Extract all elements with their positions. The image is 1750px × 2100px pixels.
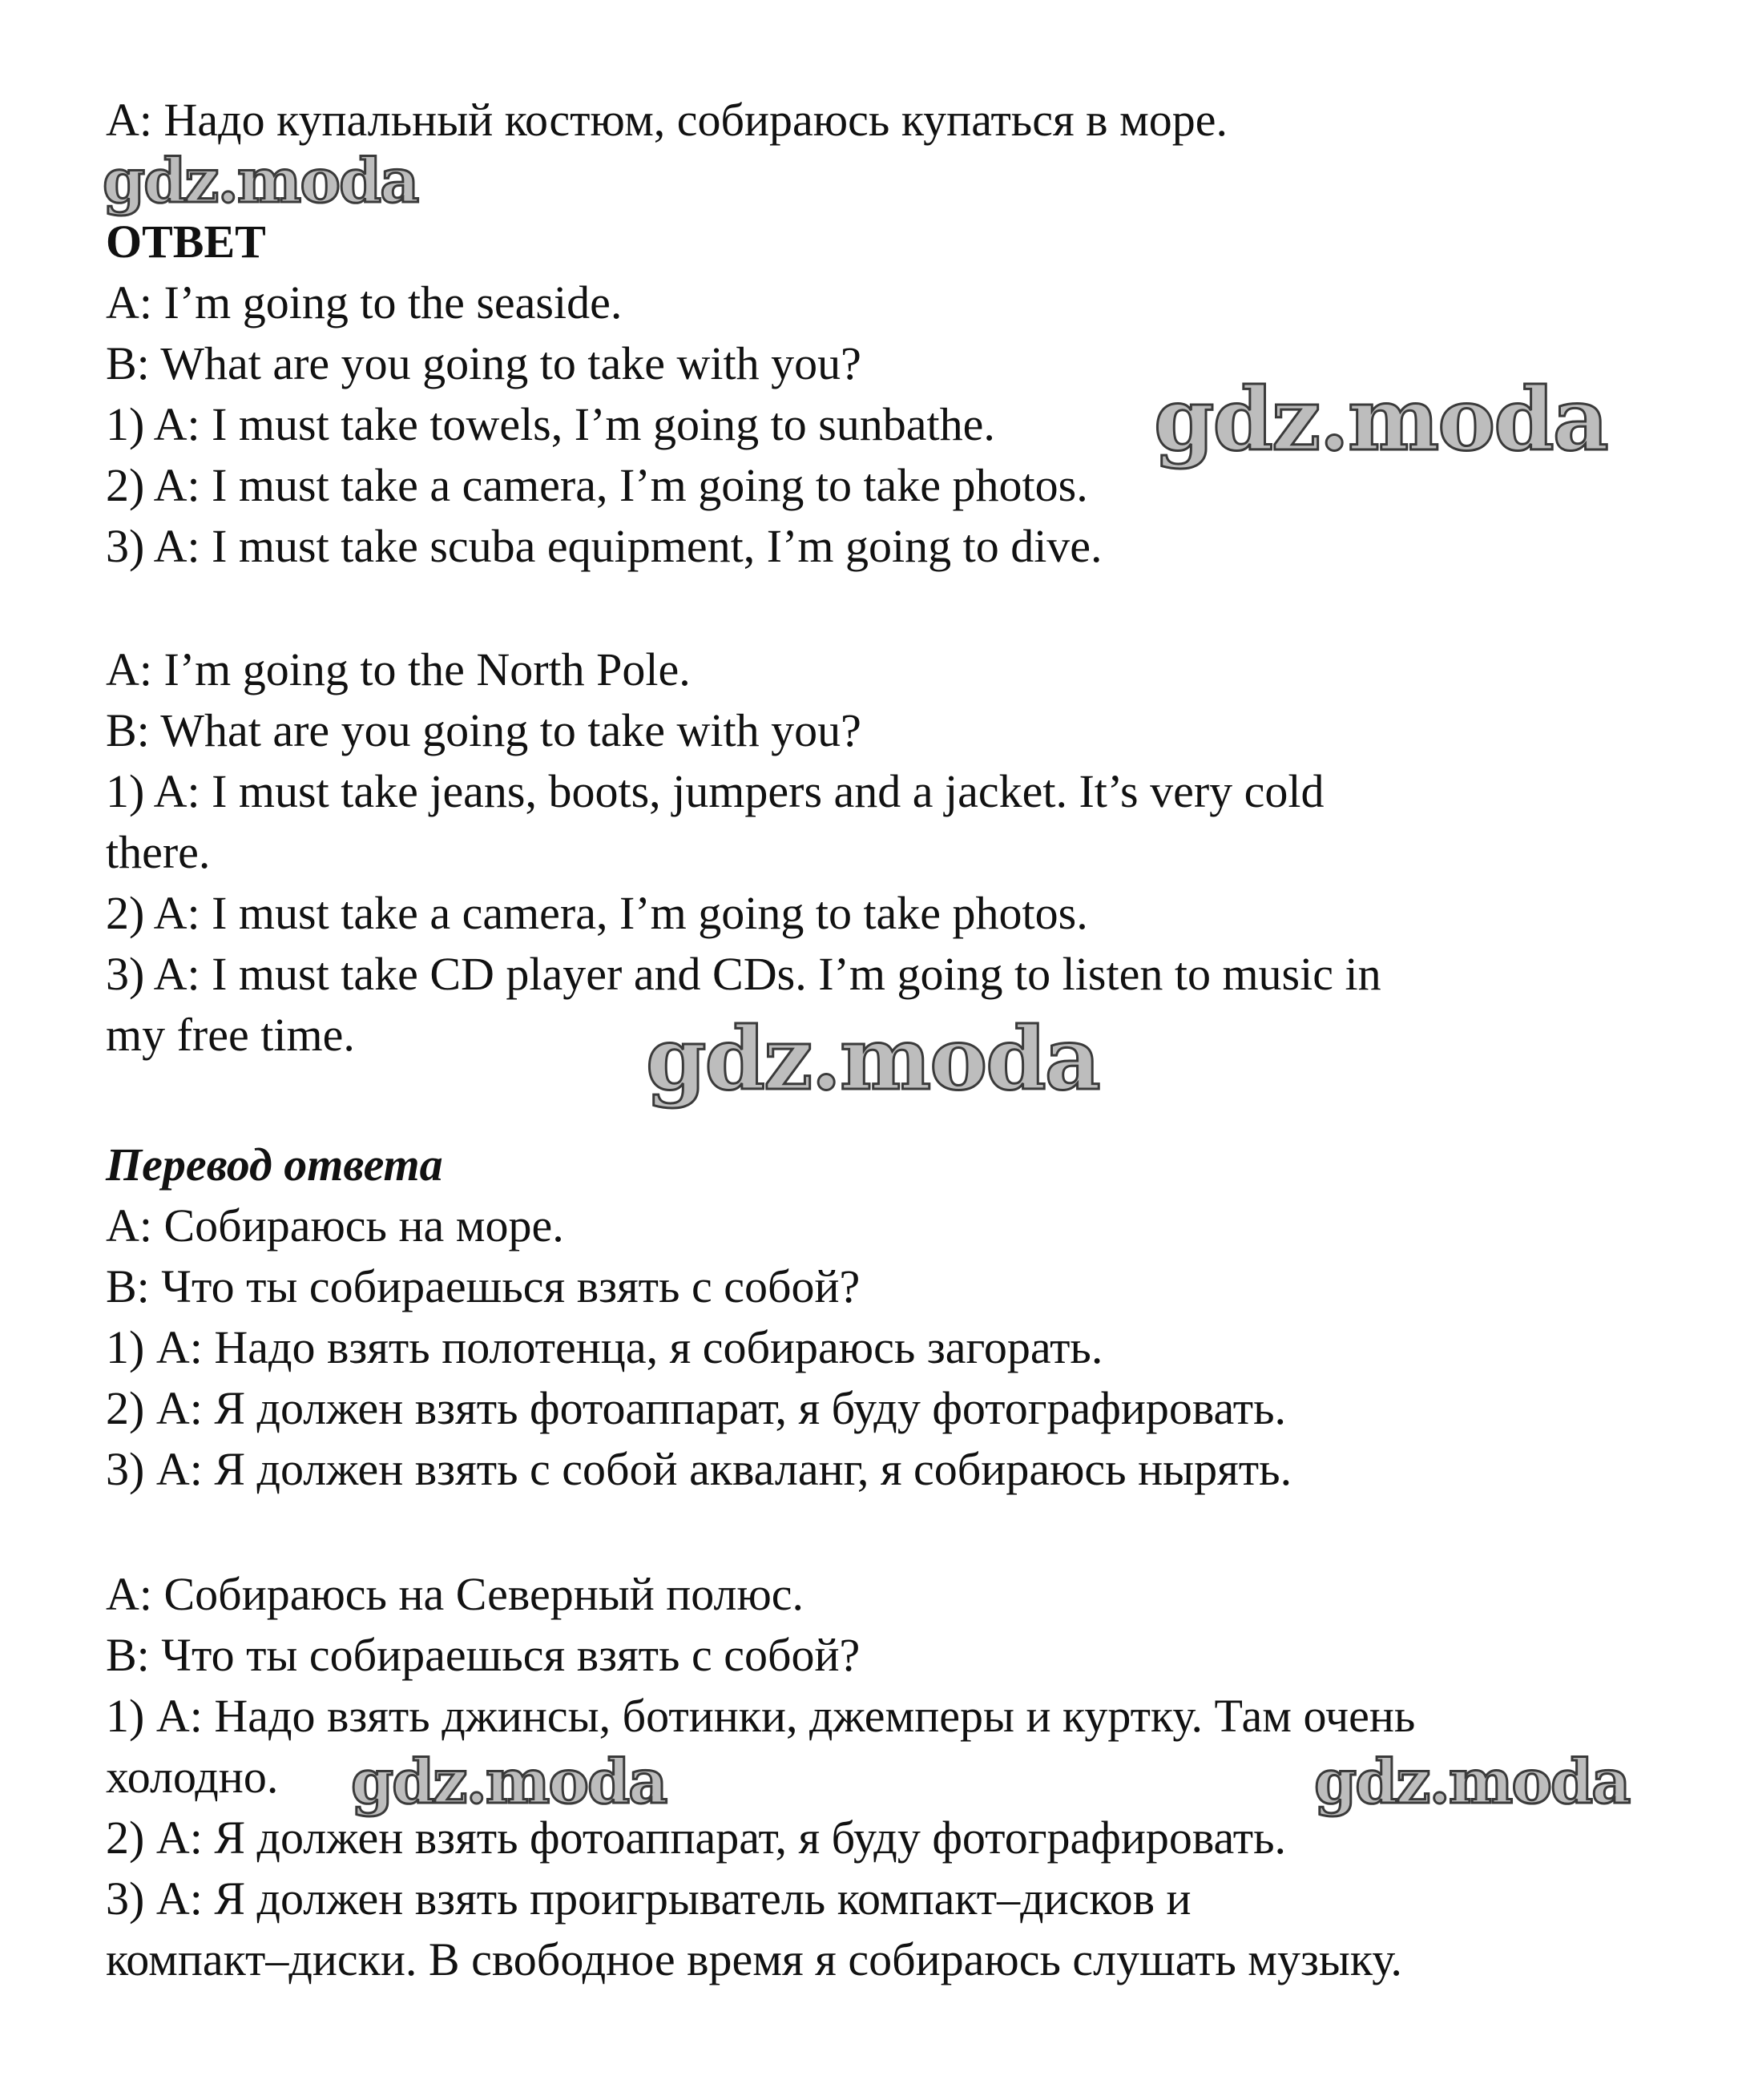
- translation-line: 2) А: Я должен взять фотоаппарат, я буду фотографировать.: [106, 1382, 1287, 1434]
- answer-line: B: What are you going to take with you?: [106, 337, 861, 389]
- answer-line: A: I’m going to the North Pole.: [106, 643, 691, 695]
- translation-line: компакт–диски. В свободное время я собираюсь слушать музыку.: [106, 1933, 1402, 1985]
- intro-line: А: Надо купальный костюм, собираюсь купаться в море.: [106, 94, 1228, 146]
- answer-line: 3) A: I must take CD player and CDs. I’m going to listen to music in: [106, 948, 1381, 1000]
- translation-line: 3) А: Я должен взять с собой акваланг, я собираюсь нырять.: [106, 1443, 1292, 1495]
- watermark-logo: gdz.moda: [646, 1009, 1099, 1110]
- translation-line: В: Что ты собираешься взять с собой?: [106, 1260, 861, 1312]
- answer-line: 1) A: I must take towels, I’m going to sunbathe.: [106, 398, 995, 450]
- watermark-logo: gdz.moda: [103, 145, 418, 216]
- translation-line: холодно.: [106, 1751, 279, 1803]
- watermark-logo: gdz.moda: [351, 1746, 667, 1817]
- translation-line: 3) А: Я должен взять проигрыватель компакт–дисков и: [106, 1872, 1192, 1925]
- translation-line: 1) А: Надо взять полотенца, я собираюсь загорать.: [106, 1321, 1103, 1373]
- translation-line: 1) А: Надо взять джинсы, ботинки, джемперы и куртку. Там очень: [106, 1690, 1416, 1742]
- answer-line: my free time.: [106, 1009, 355, 1061]
- watermark-logo: gdz.moda: [1314, 1746, 1630, 1817]
- answer-line: B: What are you going to take with you?: [106, 704, 861, 756]
- translation-heading: Перевод ответа: [106, 1139, 443, 1191]
- translation-line: А: Собираюсь на море.: [106, 1199, 564, 1252]
- answer-line: 2) A: I must take a camera, I’m going to take photos.: [106, 459, 1088, 511]
- answer-line: A: I’m going to the seaside.: [106, 276, 623, 329]
- answer-line: 3) A: I must take scuba equipment, I’m going to dive.: [106, 520, 1103, 572]
- translation-line: 2) А: Я должен взять фотоаппарат, я буду фотографировать.: [106, 1812, 1287, 1864]
- translation-line: А: Собираюсь на Северный полюс.: [106, 1568, 804, 1620]
- translation-line: В: Что ты собираешься взять с собой?: [106, 1629, 861, 1681]
- watermark-logo: gdz.moda: [1154, 369, 1607, 470]
- answer-line: 2) A: I must take a camera, I’m going to take photos.: [106, 887, 1088, 939]
- answer-heading: ОТВЕТ: [106, 216, 266, 268]
- answer-line: there.: [106, 826, 211, 878]
- answer-line: 1) A: I must take jeans, boots, jumpers and a jacket. It’s very cold: [106, 765, 1325, 817]
